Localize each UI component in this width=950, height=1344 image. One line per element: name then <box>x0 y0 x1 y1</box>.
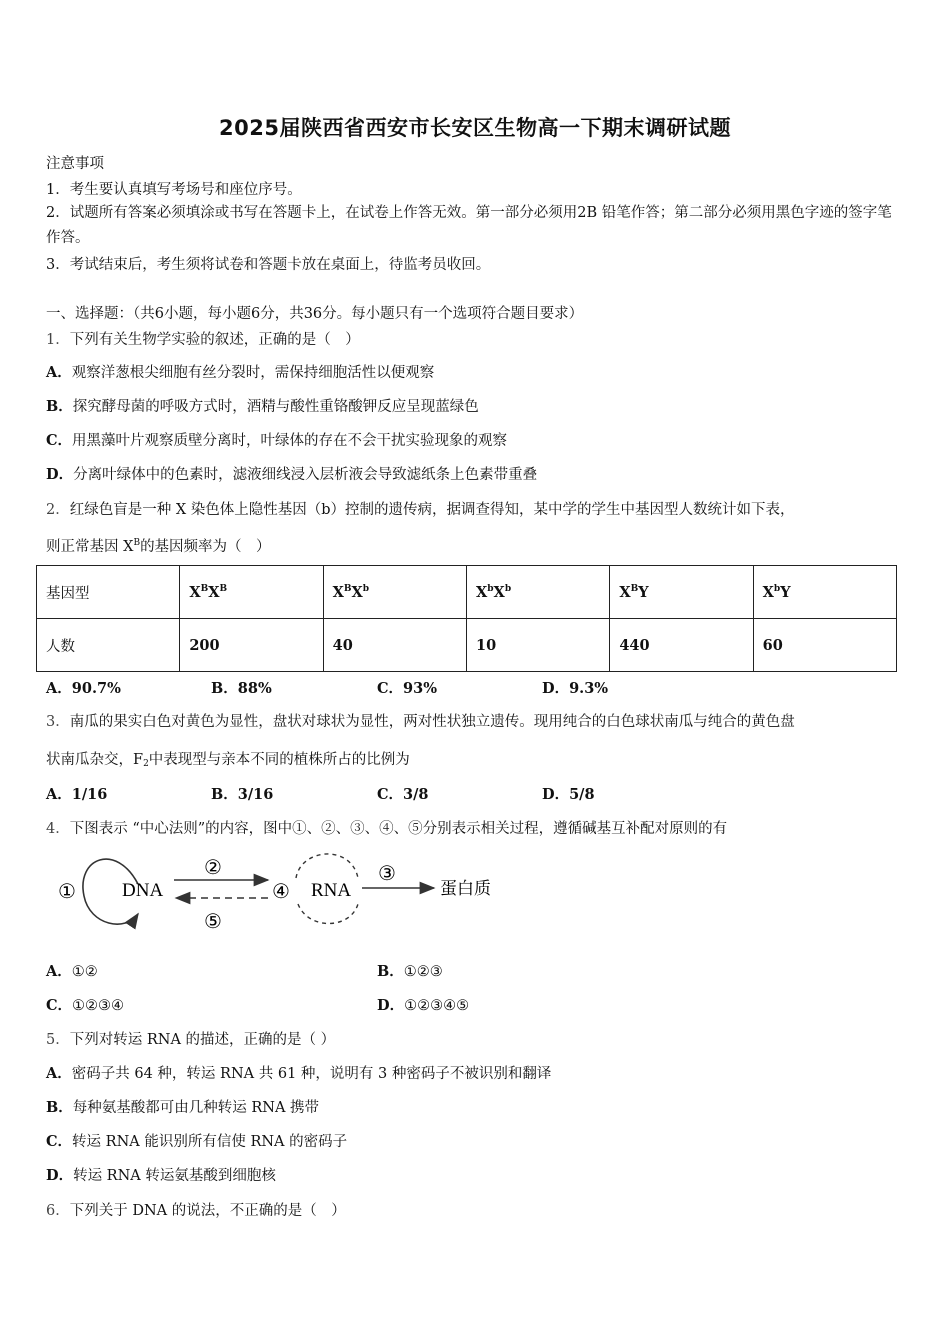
dna-label: DNA <box>122 880 164 901</box>
q1-option-d: D．分离叶绿体中的色素时，滤液细线浸入层析液会导致滤纸条上色素带重叠 <box>46 466 538 483</box>
q3-option-a: A．1/16 <box>46 786 108 803</box>
label-5: ⑤ <box>204 909 222 933</box>
question-stem: 下列有关生物学实验的叙述，正确的是（ ） <box>69 332 360 348</box>
question-3-line2: 状南瓜杂交，$F_2$中表现型与亲本不同的植株所占的比例为 <box>46 752 410 769</box>
q5-option-b: B．每种氨基酸都可由几种转运 RNA 携带 <box>46 1099 320 1116</box>
question-6 <box>46 1199 346 1220</box>
notice-item-3: 3．考试结束后，考生须将试卷和答题卡放在桌面上，待监考员收回。 <box>46 257 491 273</box>
notice-item-1: 1．考生要认真填写考场号和座位序号。 <box>46 182 302 198</box>
question-number: 2． <box>46 502 70 518</box>
protein-label: 蛋白质 <box>440 879 491 899</box>
question-stem: 下图表示 “中心法则”的内容，图中①、②、③、④、⑤分别表示相关过程，遵循碱基互补配对原则的有 <box>69 821 728 837</box>
page-title: 2025届陕西省西安市长安区生物高一下期末调研试题 <box>219 116 731 140</box>
question-number: 3． <box>46 714 70 730</box>
q2-option-c: C．93% <box>377 680 438 697</box>
q2-option-d: D．9.3% <box>542 680 609 697</box>
rna-label: RNA <box>311 880 352 901</box>
label-4: ④ <box>272 879 290 903</box>
question-2 <box>46 498 795 519</box>
genotype-table <box>36 565 897 672</box>
table-cell: 40 <box>323 619 466 672</box>
table-cell: 10 <box>466 619 609 672</box>
table-cell: 200 <box>180 619 323 672</box>
section-heading: 一、选择题：（共6小题，每小题6分，共36分。每小题只有一个选项符合题目要求） <box>46 306 584 322</box>
question-stem: 下列对转运 RNA 的描述，正确的是（ ） <box>69 1032 336 1048</box>
q2-option-a: A．90.7% <box>46 680 121 697</box>
q4-option-c: C．①②③④ <box>46 997 125 1014</box>
question-stem: 红绿色盲是一种 X 染色体上隐性基因（b）控制的遗传病，据调查得知，某中学的学生中基因型人数统计如下表， <box>69 502 795 518</box>
table-cell: 440 <box>610 619 753 672</box>
q1-option-b: B．探究酵母菌的呼吸方式时，酒精与酸性重铬酸钾反应呈现蓝绿色 <box>46 398 479 415</box>
question-4 <box>46 817 727 838</box>
table-cell: 人数 <box>37 619 180 672</box>
table-cell: $X^BY$ <box>610 566 753 619</box>
q5-option-a: A．密码子共 64 种，转运 RNA 共 61 种，说明有 3 种密码子不被识别和翻译 <box>46 1065 552 1082</box>
label-3: ③ <box>378 861 396 885</box>
notice-item-2: 2．试题所有答案必须填涂或书写在答题卡上，在试卷上作答无效。第一部分必须用2B 铅笔作答；第二部分必须用黑色字迹的签字笔作答。 <box>46 205 892 246</box>
label-2: ② <box>204 855 222 879</box>
table-cell: 60 <box>753 619 896 672</box>
question-stem: 南瓜的果实白色对黄色为显性，盘状对球状为显性，两对性状独立遗传。现用纯合的白色球状南瓜与纯合的黄色盘 <box>69 714 795 730</box>
q4-option-a: A．①② <box>46 963 98 980</box>
q1-option-a: A．观察洋葱根尖细胞有丝分裂时，需保持细胞活性以便观察 <box>46 364 435 381</box>
label-1: ① <box>58 879 76 903</box>
table-row <box>37 566 897 619</box>
q3-option-c: C．3/8 <box>377 786 429 803</box>
q4-option-b: B．①②③ <box>377 963 443 980</box>
notice-heading: 注意事项 <box>46 156 104 172</box>
table-cell: $X^BX^b$ <box>323 566 466 619</box>
question-5 <box>46 1028 335 1049</box>
question-2-line2: 则正常基因 $X^B$的基因频率为（ ） <box>46 538 271 555</box>
q2-option-b: B．88% <box>211 680 272 697</box>
q3-option-d: D．5/8 <box>542 786 595 803</box>
q4-option-d: D．①②③④⑤ <box>377 997 470 1014</box>
q3-option-b: B．3/16 <box>211 786 274 803</box>
table-cell: $X^bY$ <box>753 566 896 619</box>
question-number: 4． <box>46 821 70 837</box>
q1-option-c: C．用黑藻叶片观察质壁分离时，叶绿体的存在不会干扰实验现象的观察 <box>46 432 508 449</box>
question-number: 6． <box>46 1203 70 1219</box>
central-dogma-diagram <box>46 848 516 938</box>
q5-option-c: C．转运 RNA 能识别所有信使 RNA 的密码子 <box>46 1133 348 1150</box>
question-3 <box>46 710 795 731</box>
question-number: 1． <box>46 332 70 348</box>
table-cell: 基因型 <box>37 566 180 619</box>
question-number: 5． <box>46 1032 70 1048</box>
table-row <box>37 619 897 672</box>
table-cell: $X^bX^b$ <box>466 566 609 619</box>
table-cell: $X^BX^B$ <box>180 566 323 619</box>
q5-option-d: D．转运 RNA 转运氨基酸到细胞核 <box>46 1167 276 1184</box>
question-stem: 下列关于 DNA 的说法，不正确的是（ ） <box>69 1203 346 1219</box>
question-1 <box>46 328 360 349</box>
